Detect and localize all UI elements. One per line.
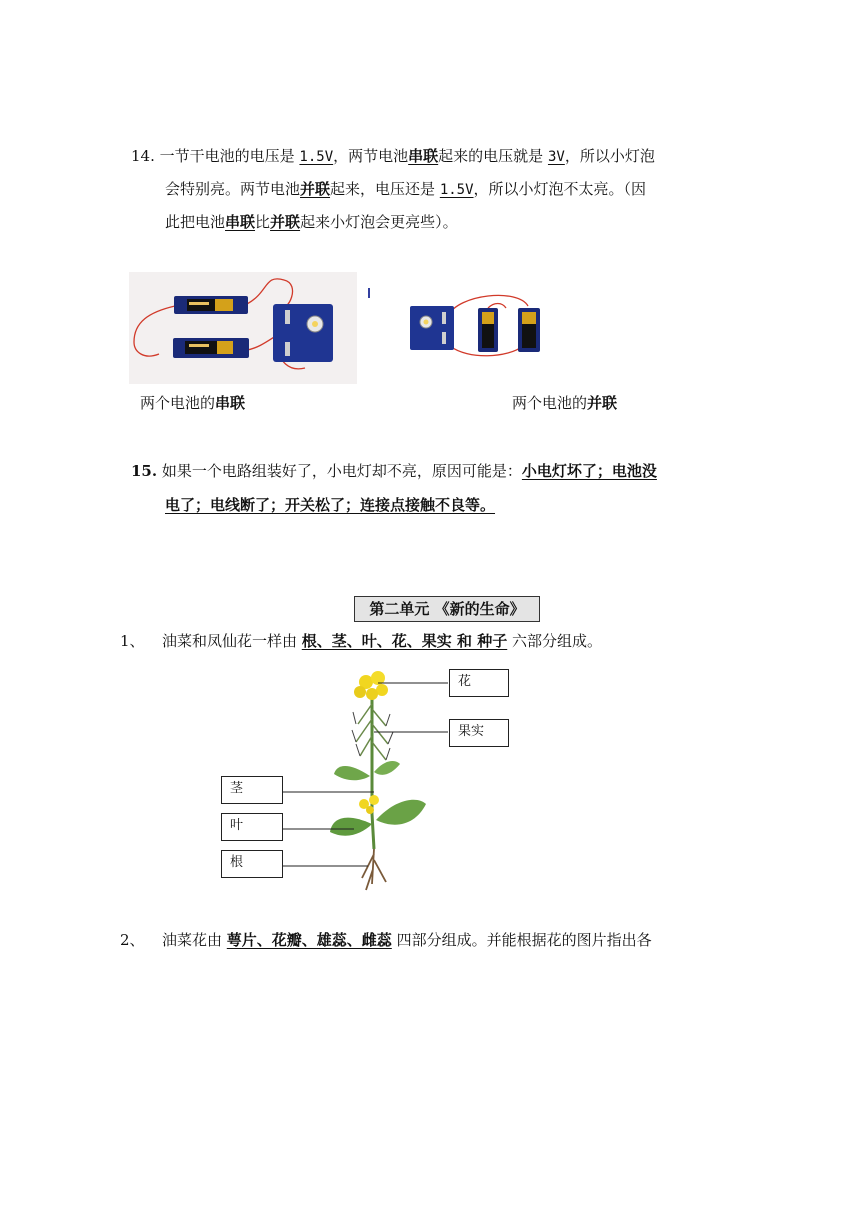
item-14-number: 14. <box>131 147 155 165</box>
plant-label-fruit: 果实 <box>449 719 509 747</box>
item-14-line-3: 此把电池串联比并联起来小灯泡会更亮些）。 <box>165 213 458 231</box>
item-14-line-2: 会特别亮。两节电池并联起来，电压还是 1.5V，所以小灯泡不太亮。（因 <box>165 180 647 198</box>
question-1-number: 1、 <box>120 632 145 650</box>
question-1: 1、 油菜和凤仙花一样由 根、茎、叶、花、果实 和 种子 六部分组成。 <box>120 632 603 650</box>
parallel-circuit-photo <box>368 288 554 360</box>
series-caption: 两个电池的串联 <box>140 394 246 412</box>
plant-label-flower: 花 <box>449 669 509 697</box>
question-2: 2、 油菜花由 萼片、花瓣、雄蕊、雌蕊 四部分组成。并能根据花的图片指出各 <box>120 931 652 949</box>
parallel-caption: 两个电池的并联 <box>512 394 618 412</box>
plant-label-leaf: 叶 <box>221 813 283 841</box>
unit-2-title: 第二单元 《新的生命》 <box>354 596 540 622</box>
question-2-number: 2、 <box>120 931 145 949</box>
item-15-line-2: 电了；电线断了；开关松了；连接点接触不良等。 <box>165 496 496 514</box>
plant-label-root: 根 <box>221 850 283 878</box>
plant-label-stem: 茎 <box>221 776 283 804</box>
plant-label-leader-lines <box>282 680 452 870</box>
item-14-line-1: 14. 一节干电池的电压是 1.5V，两节电池串联起来的电压就是 3V，所以小灯泡 <box>131 147 655 165</box>
item-15-number: 15. <box>131 462 158 480</box>
item-15-line-1: 15. 如果一个电路组装好了，小电灯却不亮，原因可能是：小电灯坏了；电池没 <box>131 462 657 480</box>
series-circuit-photo <box>129 272 357 384</box>
